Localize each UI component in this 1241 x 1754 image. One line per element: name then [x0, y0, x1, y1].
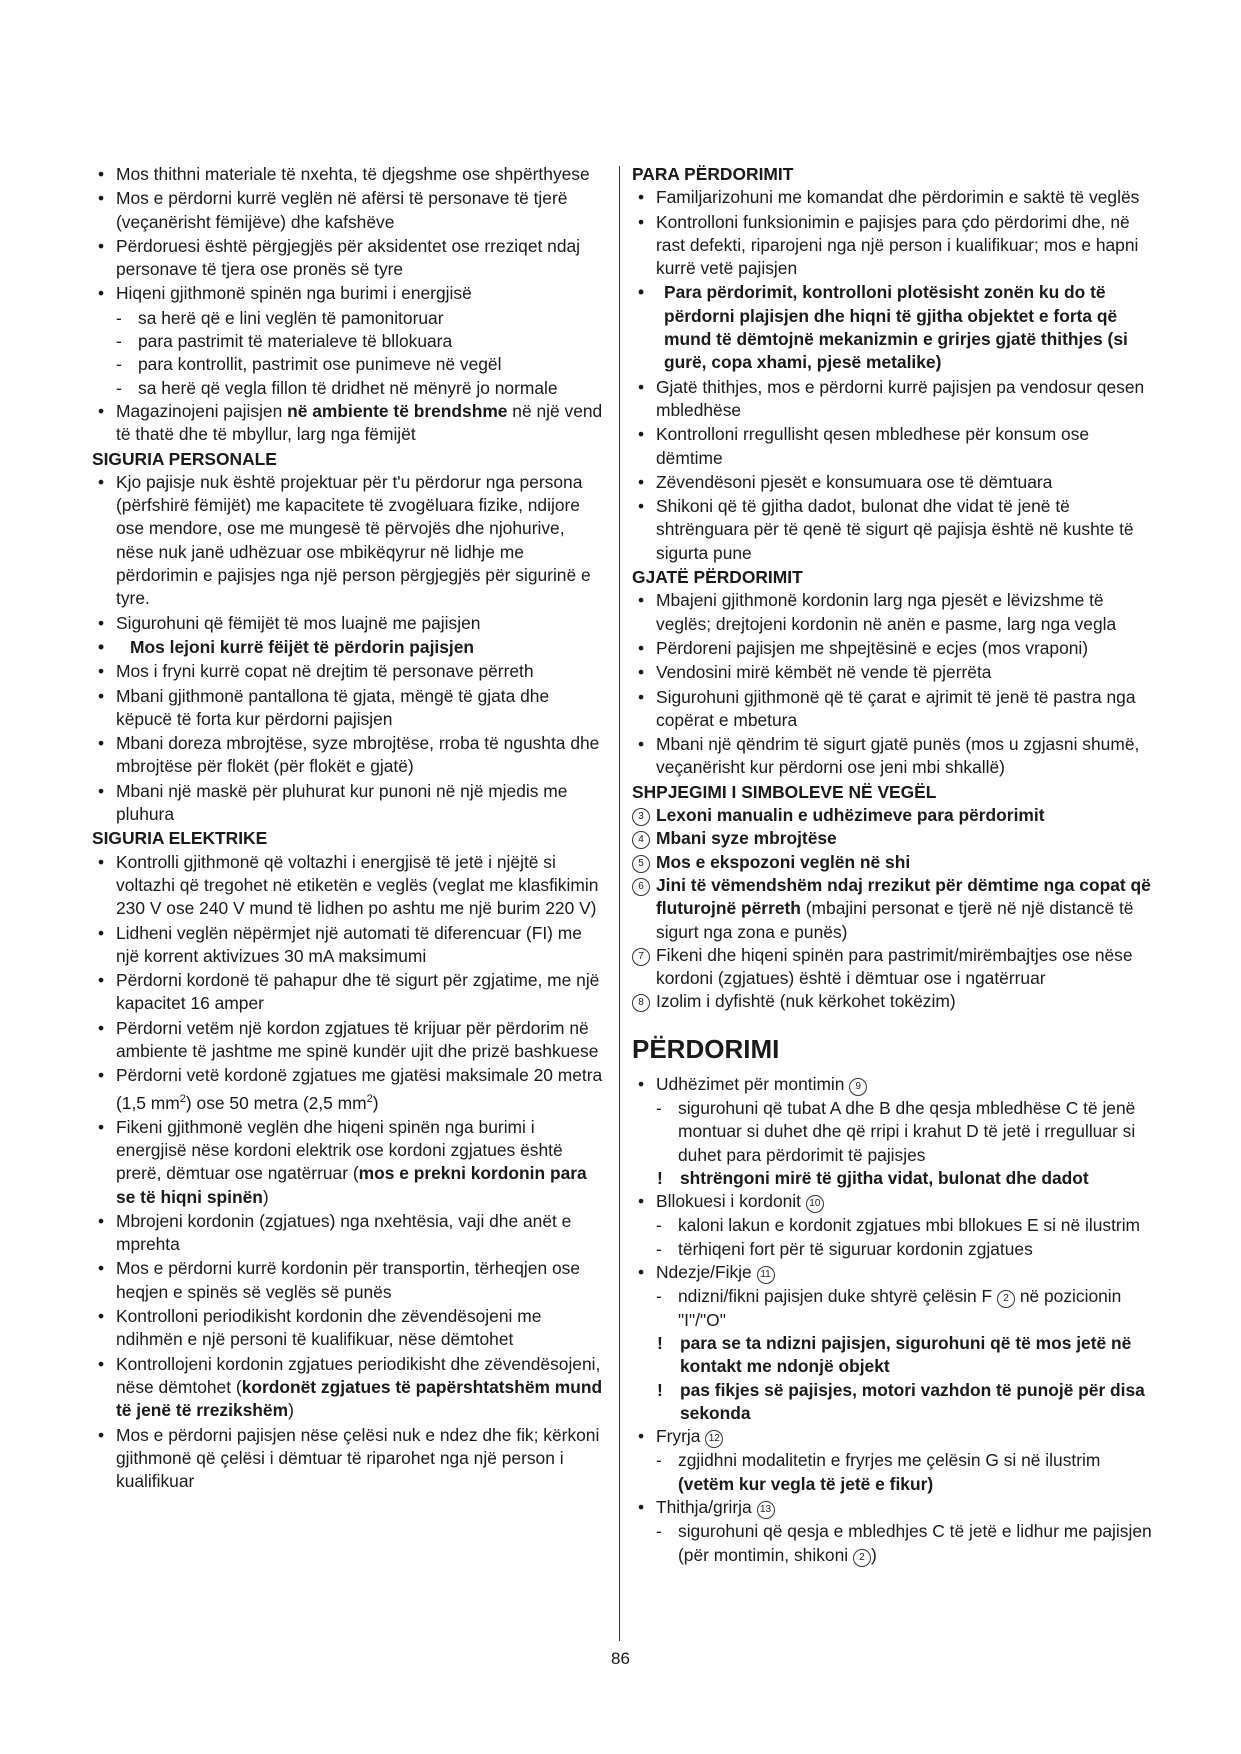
list-item: • Mos e përdorni pajisjen nëse çelësi nuk e ndez dhe fik; kërkoni gjithmonë që çelësi i dëmtuar të riparohet nga një person i kualifikuar [92, 1424, 607, 1494]
list-item: • Zëvendësoni pjesët e konsumuara ose të dëmtuara [632, 471, 1152, 494]
warning-item: ! shtrëngoni mirë të gjitha vidat, bulonat dhe dadot [632, 1167, 1152, 1190]
column-divider [619, 166, 620, 1641]
section-heading-before-use: PARA PËRDORIMIT [632, 164, 794, 184]
symbol-item: 7 Fikeni dhe hiqeni spinën para pastrimit/mirëmbajtjes ose nëse kordoni (zgjatues) është i dëmtuar ose i ngatërruar [632, 944, 1152, 991]
circled-number: 4 [632, 831, 650, 849]
list-item: • Përdoruesi është përgjegjës për aksidentet ose rreziqet ndaj personave të tjera ose pronës së tyre [92, 235, 607, 282]
sub-item: - ndizni/fikni pajisjen duke shtyrë çelësin F 2 në pozicionin "I"/"O" [632, 1285, 1152, 1332]
sub-item: - sa herë që e lini veglën të pamonitoruar [92, 307, 607, 330]
circled-number: 11 [757, 1266, 775, 1284]
list-item: • Mbani një maskë për pluhurat kur punoni në një mjedis me pluhura [92, 780, 607, 827]
list-item: • Udhëzimet për montimin 9 [632, 1073, 1152, 1096]
list-item: • Hiqeni gjithmonë spinën nga burimi i energjisë [92, 282, 607, 305]
list-item: • Vendosini mirë këmbët në vende të pjerrëta [632, 661, 1152, 684]
list-item: • Mos thithni materiale të nxehta, të djegshme ose shpërthyese [92, 163, 607, 186]
section-title-use: PËRDORIMI [632, 1033, 780, 1064]
circled-number: 12 [705, 1430, 723, 1448]
list-item: • Kjo pajisje nuk është projektuar për t'u përdorur nga persona (përfshirë fëmijët) me kapacitete të zvogëluara fizike, ndijore ose mendore, ose me mungesë të përvojës dhe njohurive, nëse nuk janë udhëzuar ose mbikëqyrur në lidhje me përdorimin e pajisjes nga një person përgjegjës për sigurinë e tyre. [92, 471, 607, 611]
list-item: • Mos e përdorni kurrë veglën në afërsi të personave të tjerë (veçanërisht fëmijëve) dhe kafshëve [92, 187, 607, 234]
sub-item: - para kontrollit, pastrimit ose punimeve në vegël [92, 353, 607, 376]
list-item: • Fikeni gjithmonë veglën dhe hiqeni spinën nga burimi i energjisë nëse kordoni elektrik ose kordoni zgjatues është prerë, dëmtuar ose ngatërruar (mos e prekni kordonin para se të hiqni spinën) [92, 1116, 607, 1209]
circled-number: 9 [849, 1078, 867, 1096]
page-number: 86 [611, 1649, 630, 1668]
circled-number: 8 [632, 994, 650, 1012]
warning-item: ! para se ta ndizni pajisjen, sigurohuni që të mos jetë në kontakt me ndonjë objekt [632, 1332, 1152, 1379]
sub-item: - sigurohuni që qesja e mbledhjes C të jetë e lidhur me pajisjen (për montimin, shikoni 2 ) [632, 1520, 1152, 1567]
right-column [632, 163, 1152, 1567]
symbol-item: 3 Lexoni manualin e udhëzimeve para përdorimit [632, 804, 1152, 827]
list-item: • Përdorni vetë kordonë zgjatues me gjatësi maksimale 20 metra (1,5 $mm^2$) ose 50 metra (2,5 $mm^2$) [92, 1064, 607, 1114]
circled-number: 10 [806, 1195, 824, 1213]
section-heading-electric: SIGURIA ELEKTRIKE [92, 828, 268, 849]
list-item: • Mos lejoni kurrë fëijët të përdorin pajisjen [92, 636, 607, 659]
list-item: • Magazinojeni pajisjen në ambiente të brendshme në një vend të thatë dhe të mbyllur, larg nga fëmijët [92, 400, 607, 447]
left-column [92, 163, 607, 1494]
list-item: • Sigurohuni që fëmijët të mos luajnë me pajisjen [92, 612, 607, 635]
section-heading-during-use: GJATË PËRDORIMIT [632, 567, 803, 588]
circled-number: 3 [632, 808, 650, 826]
list-item: • Ndezje/Fikje 11 [632, 1261, 1152, 1284]
list-item: • Mos e përdorni kurrë kordonin për transportin, tërheqjen ose heqjen e spinës së veglës së punës [92, 1257, 607, 1304]
list-item: • Kontrolloni periodikisht kordonin dhe zëvendësojeni me ndihmën e një personi të kualifikuar, nëse dëmtohet [92, 1305, 607, 1352]
list-item: • Kontrolli gjithmonë që voltazhi i energjisë të jetë i njëjtë si voltazhi që tregohet në etiketën e veglës (veglat me klasfikimin 230 V ose 240 V mund të lidhen po ashtu me një burim 220 V) [92, 851, 607, 921]
warning-item: ! pas fikjes së pajisjes, motori vazhdon të punojë për disa sekonda [632, 1379, 1152, 1426]
list-item: • Bllokuesi i kordonit 10 [632, 1190, 1152, 1213]
symbol-item: 4 Mbani syze mbrojtëse [632, 827, 1152, 850]
list-item: • Thithja/grirja 13 [632, 1496, 1152, 1519]
list-item: • Mbrojeni kordonin (zgjatues) nga nxehtësia, vaji dhe anët e mprehta [92, 1210, 607, 1257]
list-item: • Para përdorimit, kontrolloni plotësisht zonën ku do të përdorni plajisjen dhe hiqni të gjitha objektet e forta që mund të dëmtojnë mekanizmin e grirjes gjatë thithjes (si gurë, copa xhami, pjesë metalike) [632, 281, 1152, 374]
list-item: • Kontrolloni funksionimin e pajisjes para çdo përdorimi dhe, në rast defekti, riparojeni nga një person i kualifikuar; mos e hapni kurrë vetë pajisjen [632, 211, 1152, 281]
circled-number: 2 [853, 1549, 871, 1567]
sub-item: - zgjidhni modalitetin e fryrjes me çelësin G si në ilustrim (vetëm kur vegla të jetë e fikur) [632, 1449, 1152, 1496]
list-item: • Lidheni veglën nëpërmjet një automati të diferencuar (FI) me një korrent aktivizues 30 mA maksimumi [92, 922, 607, 969]
list-item: • Përdorni vetëm një kordon zgjatues të krijuar për përdorim në ambiente të jashtme me spinë kundër ujit dhe prizë bashkuese [92, 1017, 607, 1064]
list-item: • Gjatë thithjes, mos e përdorni kurrë pajisjen pa vendosur qesen mbledhëse [632, 376, 1152, 423]
sub-item: - sigurohuni që tubat A dhe B dhe qesja mbledhëse C të jenë montuar si duhet dhe që rripi i krahut D të jetë i rregulluar si duhet para përdorimit të pajisjes [632, 1097, 1152, 1167]
list-item: • Fryrja 12 [632, 1425, 1152, 1448]
sub-item: - para pastrimit të materialeve të bllokuara [92, 330, 607, 353]
section-heading-personal: SIGURIA PERSONALE [92, 448, 277, 469]
list-item: • Përdoreni pajisjen me shpejtësinë e ecjes (mos vraponi) [632, 637, 1152, 660]
section-heading-symbols: SHPJEGIMI I SIMBOLEVE NË VEGËL [632, 781, 937, 802]
symbol-item: 6 Jini të vëmendshëm ndaj rrezikut për dëmtime nga copat që fluturojnë përreth (mbajini personat e tjerë në një distancë të sigurt nga zona e punës) [632, 874, 1152, 944]
list-item: • Mbajeni gjithmonë kordonin larg nga pjesët e lëvizshme të veglës; drejtojeni kordonin në anën e pasme, larg nga vegla [632, 589, 1152, 636]
circled-number: 6 [632, 878, 650, 896]
list-item: • Kontrollojeni kordonin zgjatues periodikisht dhe zëvendësojeni, nëse dëmtohet (kordonët zgjatues të papërshtatshëm mund të jenë të rrezikshëm) [92, 1353, 607, 1423]
list-item: • Shikoni që të gjitha dadot, bulonat dhe vidat të jenë të shtrënguara për të qenë të sigurt që pajisja është në kushte të sigurta pune [632, 495, 1152, 565]
circled-number: 13 [757, 1501, 775, 1519]
symbol-item: 8 Izolim i dyfishtë (nuk kërkohet tokëzim) [632, 990, 1152, 1013]
list-item: • Mbani doreza mbrojtëse, syze mbrojtëse, rroba të ngushta dhe mbrojtëse për flokët (për flokët e gjatë) [92, 732, 607, 779]
list-item: • Mbani një qëndrim të sigurt gjatë punës (mos u zgjasni shumë, veçanërisht kur përdorni ose jeni mbi shkallë) [632, 733, 1152, 780]
list-item: • Familjarizohuni me komandat dhe përdorimin e saktë të veglës [632, 186, 1152, 209]
circled-number: 7 [632, 948, 650, 966]
list-item: • Kontrolloni rregullisht qesen mbledhese për konsum ose dëmtime [632, 423, 1152, 470]
list-item: • Mos i fryni kurrë copat në drejtim të personave përreth [92, 660, 607, 683]
symbol-item: 5 Mos e ekspozoni veglën në shi [632, 851, 1152, 874]
sub-item: - sa herë që vegla fillon të dridhet në mënyrë jo normale [92, 377, 607, 400]
circled-number: 2 [997, 1290, 1015, 1308]
list-item: • Sigurohuni gjithmonë që të çarat e ajrimit të jenë të pastra nga copërat e mbetura [632, 686, 1152, 733]
list-item: • Mbani gjithmonë pantallona të gjata, mëngë të gjata dhe këpucë të forta kur përdorni pajisjen [92, 685, 607, 732]
list-item: • Përdorni kordonë të pahapur dhe të sigurt për zgjatime, me një kapacitet 16 amper [92, 969, 607, 1016]
sub-item: - kaloni lakun e kordonit zgjatues mbi bllokues E si në ilustrim [632, 1214, 1152, 1237]
sub-item: - tërhiqeni fort për të siguruar kordonin zgjatues [632, 1238, 1152, 1261]
circled-number: 5 [632, 855, 650, 873]
